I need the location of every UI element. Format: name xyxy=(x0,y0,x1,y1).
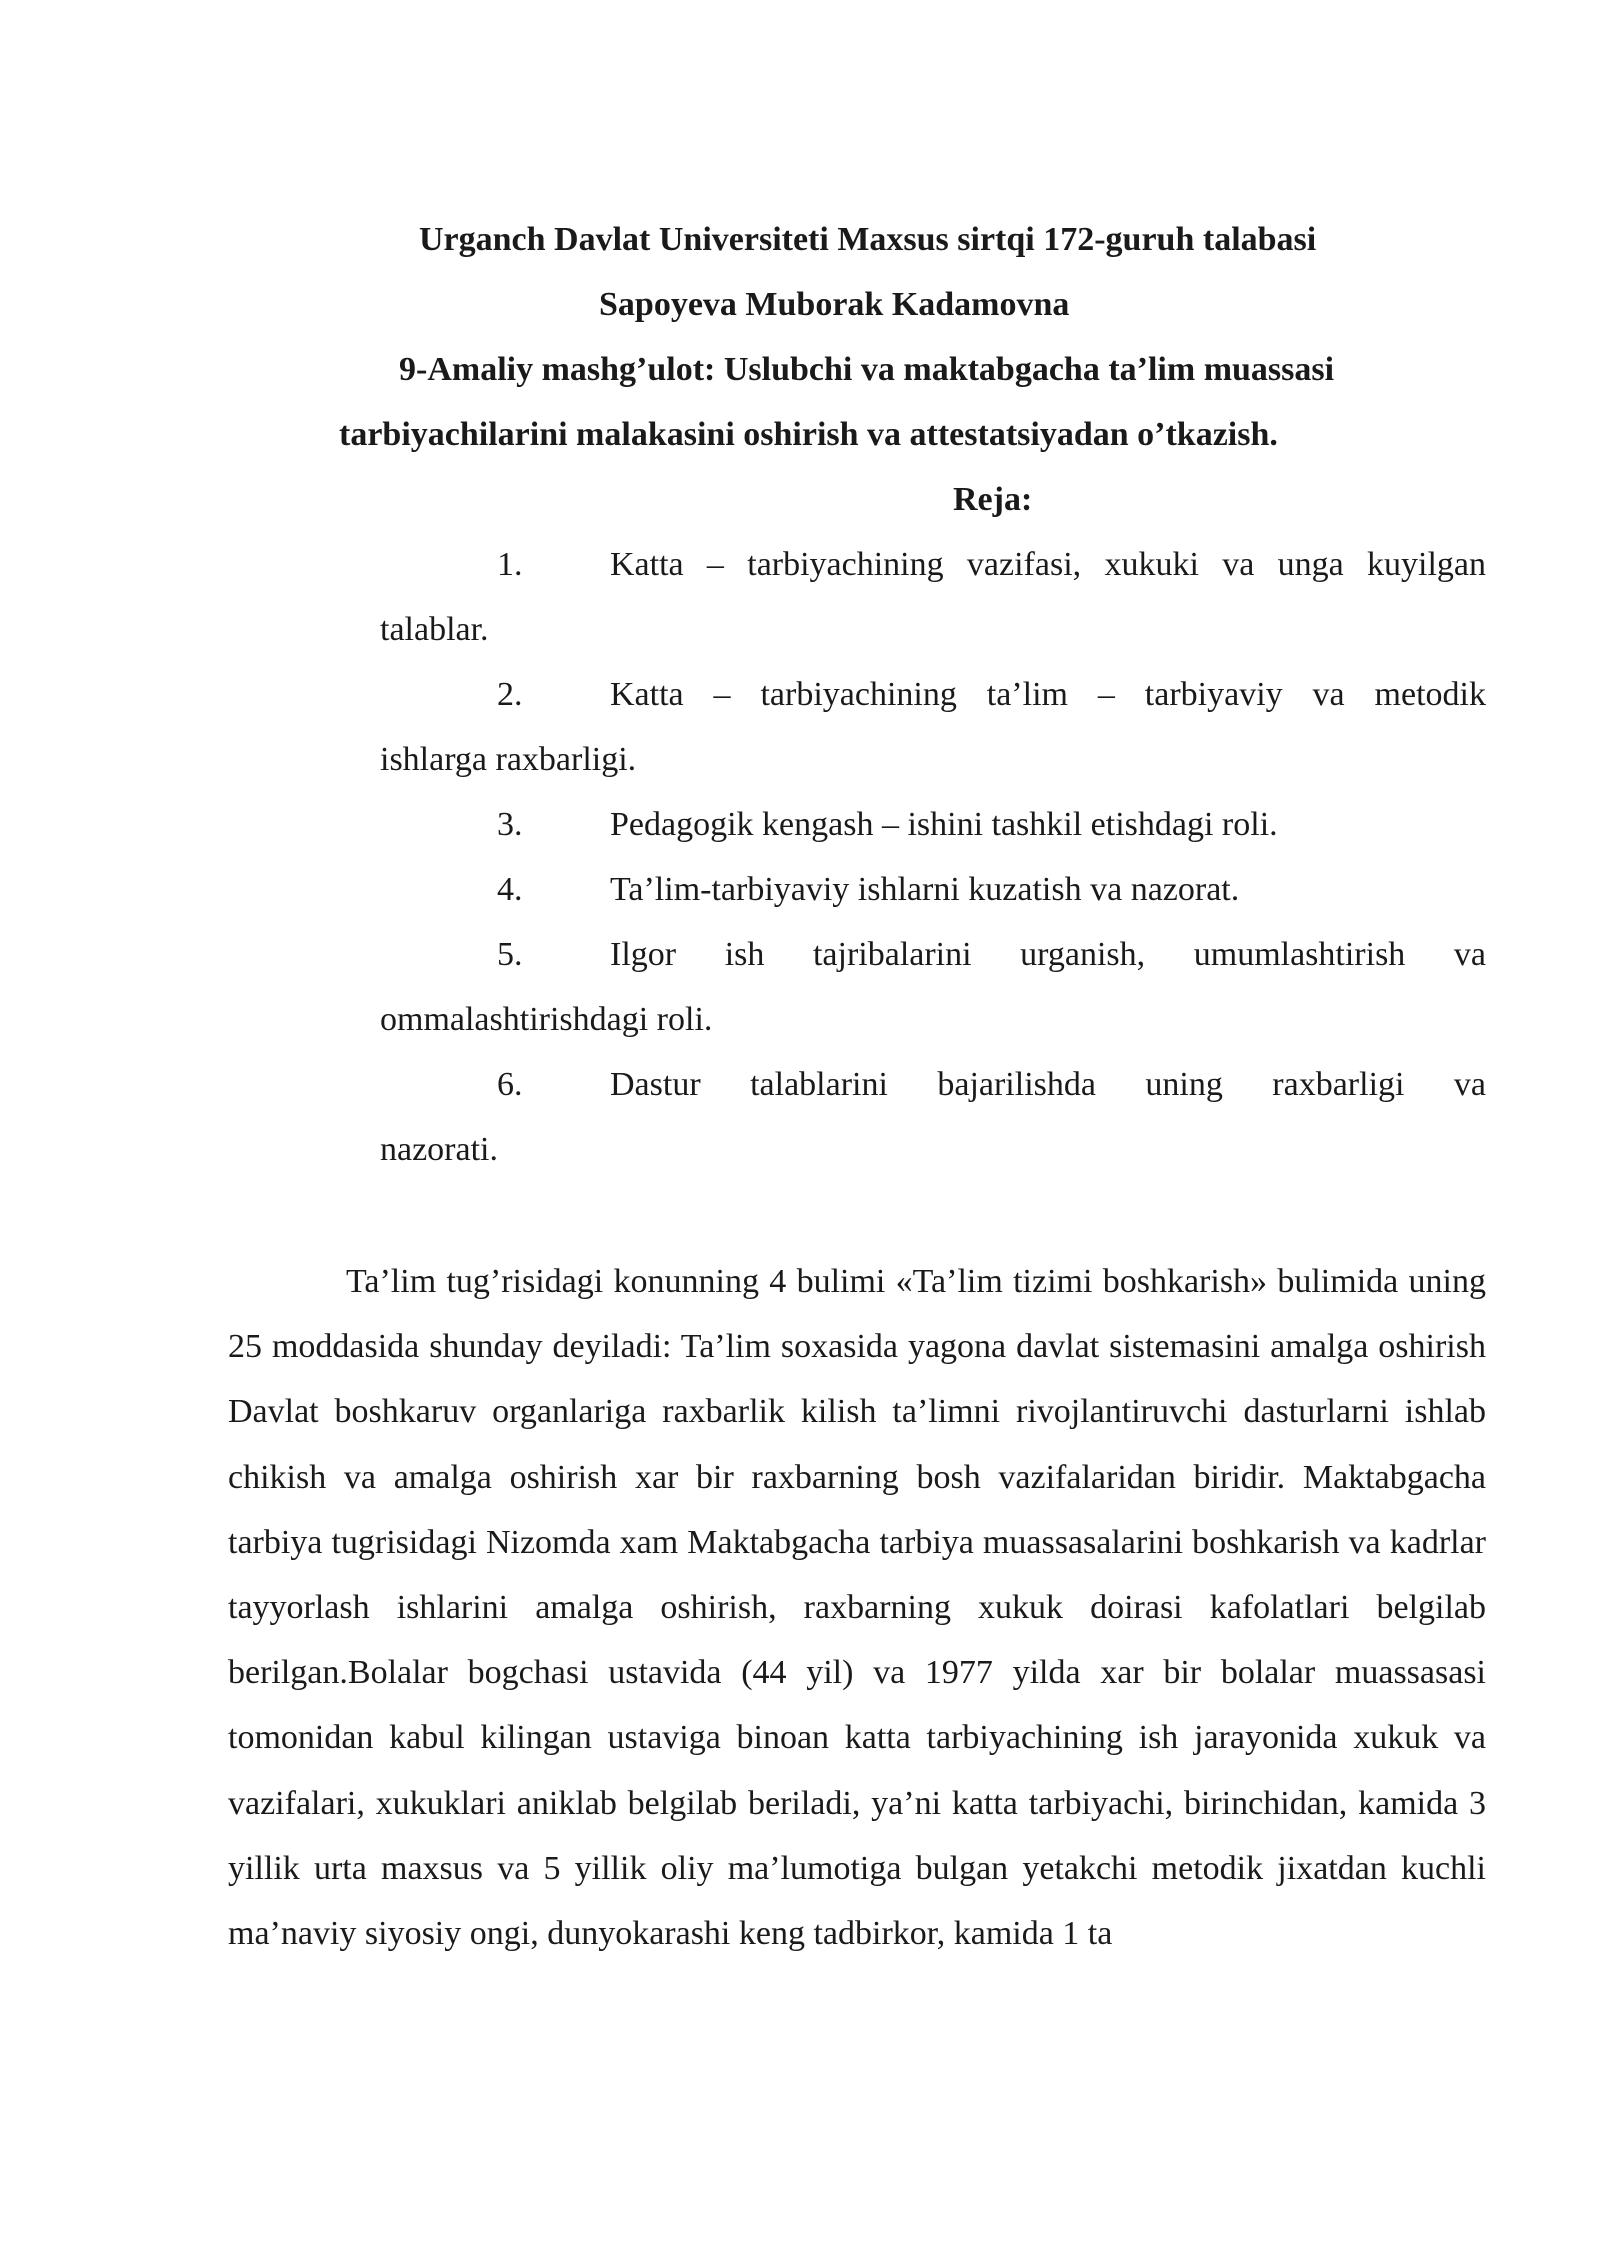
plan-item-text: Katta – tarbiyachining vazifasi, xukuki va unga kuyilgan xyxy=(610,546,1486,583)
plan-item-text: Ta’lim-tarbiyaviy ishlarni kuzatish va nazorat. xyxy=(610,871,1240,908)
plan-item-continuation: ommalashtirishdagi roli. xyxy=(380,1001,713,1038)
header-topic-line1: 9-Amaliy mashg’ulot: Uslubchi va maktabgacha ta’lim muassasi xyxy=(399,351,1335,388)
plan-item-number: 5. xyxy=(497,936,523,973)
plan-title: Reja: xyxy=(953,481,1033,518)
header-student-name: Sapoyeva Muborak Kadamovna xyxy=(599,286,1070,323)
plan-item-number: 6. xyxy=(497,1066,523,1103)
plan-item-number: 3. xyxy=(497,806,523,843)
plan-item-continuation: talablar. xyxy=(380,611,489,648)
body-paragraph: Ta’lim tug’risidagi konunning 4 bulimi «Ta’lim tizimi boshkarish» bulimida uning 25 moddasida shunday deyiladi: Ta’lim soxasida yagona davlat sistemasini amalga oshirish Davlat boshkaruv organlariga raxbarlik kilish ta’limni rivojlantiruvchi dasturlarni ishlab chikish va amalga oshirish xar bir raxbarning bosh vazifalaridan biridir. Maktabgacha tarbiya tugrisidagi Nizomda xam Maktabgacha tarbiya muassasalarini boshkarish va kadrlar tayyorlash ishlarini amalga oshirish, raxbarning xukuk doirasi kafolatlari belgilab berilgan.Bolalar bogchasi ustavida (44 yil) va 1977 yilda xar bir bolalar muassasasi tomonidan kabul kilingan ustaviga binoan katta tarbiyachining ish jarayonida xukuk va vazifalari, xukuklari aniklab belgilab beriladi, ya’ni katta tarbiyachi, birinchidan, kamida 3 yillik urta maxsus va 5 yillik oliy ma’lumotiga bulgan yetakchi metodik jixatdan kuchli ma’naviy siyosiy ongi, dunyokarashi keng tadbirkor, kamida 1 ta xyxy=(228,1263,1486,1953)
plan-item-continuation: ishlarga raxbarligi. xyxy=(380,741,637,778)
plan-item-text: Ilgor ish tajribalarini urganish, umumlashtirish va xyxy=(610,936,1486,973)
plan-item-text: Dastur talablarini bajarilishda uning raxbarligi va xyxy=(610,1066,1486,1103)
plan-item-number: 1. xyxy=(497,546,523,583)
plan-item-6 xyxy=(380,1052,1486,1182)
plan-item-number: 4. xyxy=(497,871,523,908)
header-university-line: Urganch Davlat Universiteti Maxsus sirtqi 172-guruh talabasi xyxy=(419,221,1317,258)
plan-item-3 xyxy=(380,792,1486,857)
plan-item-5 xyxy=(380,922,1486,1052)
plan-item-4 xyxy=(380,857,1486,922)
plan-item-1 xyxy=(380,532,1486,662)
plan-item-continuation: nazorati. xyxy=(380,1131,498,1168)
plan-item-text: Katta – tarbiyachining ta’lim – tarbiyaviy va metodik xyxy=(610,676,1486,713)
header-topic-line2: tarbiyachilarini malakasini oshirish va attestatsiyadan o’tkazish. xyxy=(339,416,1278,453)
plan-item-2 xyxy=(380,662,1486,792)
plan-item-text: Pedagogik kengash – ishini tashkil etishdagi roli. xyxy=(610,806,1278,843)
plan-item-number: 2. xyxy=(497,676,523,713)
